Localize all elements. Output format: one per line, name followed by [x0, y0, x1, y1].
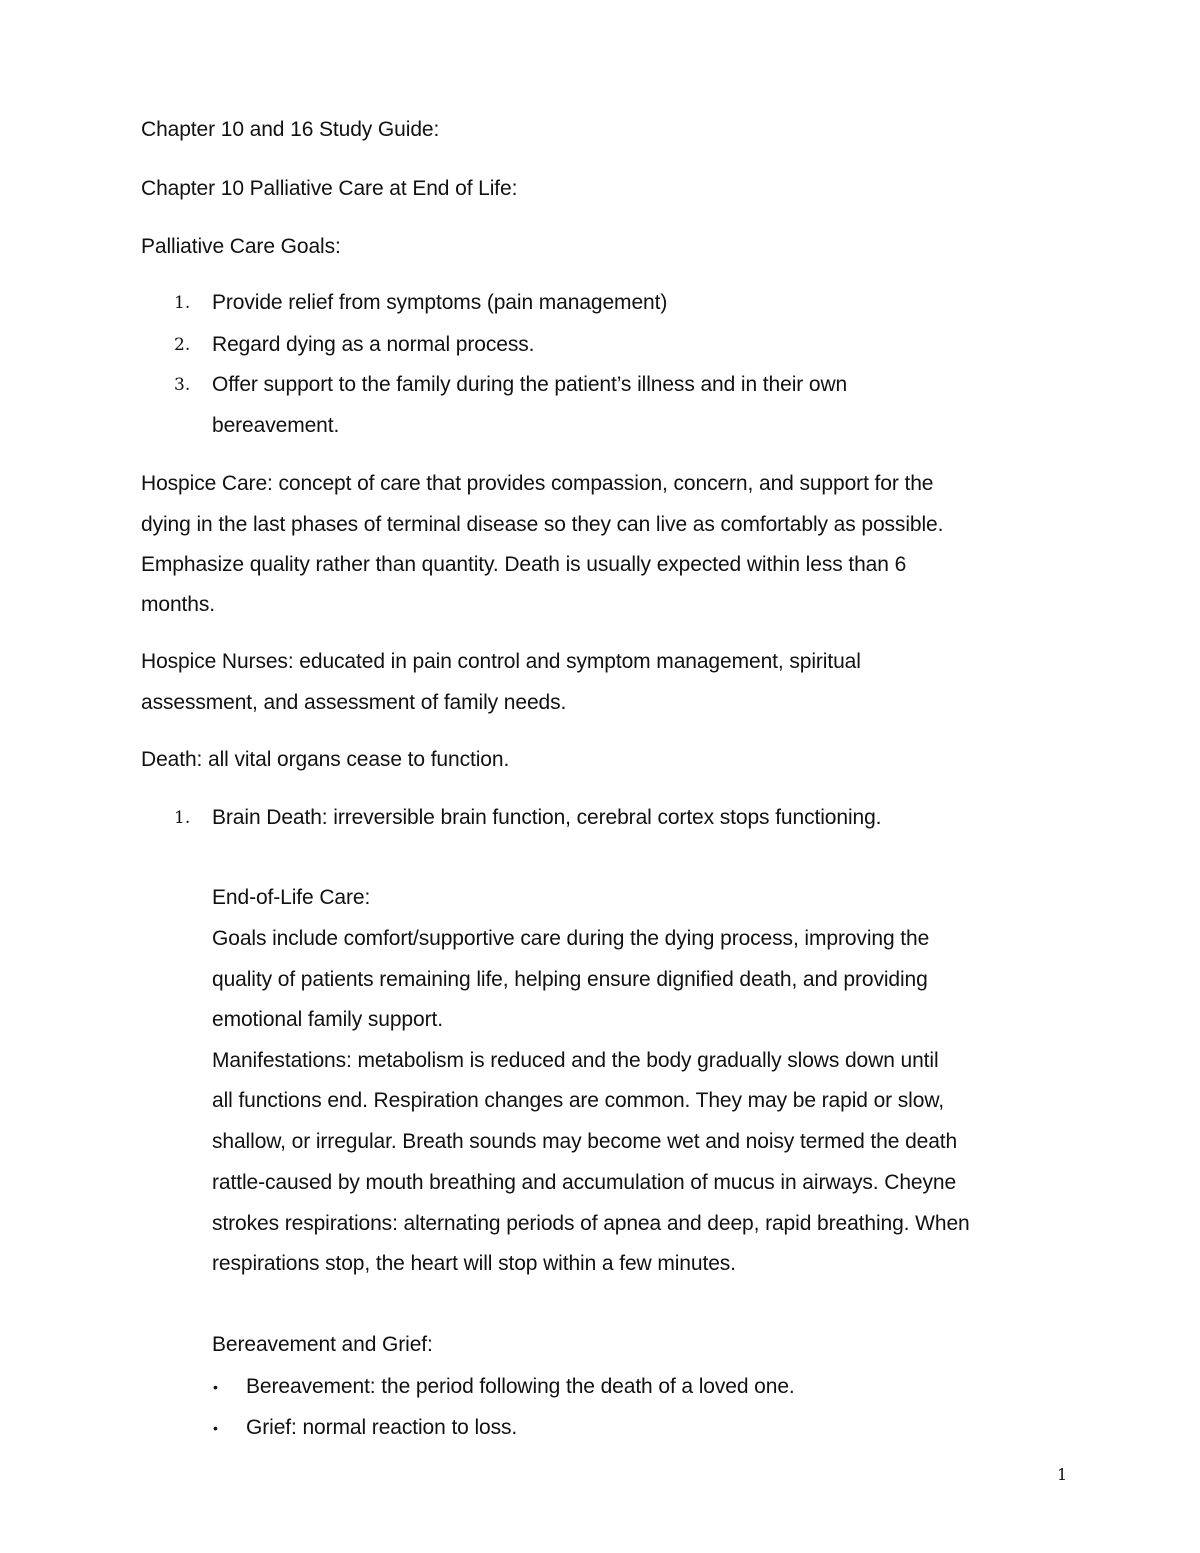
goals-heading: Palliative Care Goals:	[141, 235, 341, 258]
hospice-care-line: Emphasize quality rather than quantity. Death is usually expected within less than 6	[141, 553, 907, 576]
manifestations-line: rattle-caused by mouth breathing and accumulation of mucus in airways. Cheyne	[212, 1171, 957, 1194]
bereavement-heading: Bereavement and Grief:	[212, 1333, 433, 1356]
bullet-marker: •	[213, 1379, 218, 1395]
manifestations-line: Manifestations: metabolism is reduced and the body gradually slows down until	[212, 1049, 939, 1072]
eol-goals-line: quality of patients remaining life, helping ensure dignified death, and providing	[212, 968, 928, 991]
goal-text: Provide relief from symptoms (pain management)	[212, 291, 668, 314]
bullet-marker: •	[213, 1420, 218, 1436]
chapter-heading: Chapter 10 Palliative Care at End of Life:	[141, 177, 518, 200]
goal-number: 2.	[174, 335, 191, 355]
bereavement-bullet-text: Grief: normal reaction to loss.	[246, 1416, 518, 1439]
page-number: 1	[1057, 1465, 1068, 1484]
goal-text: Regard dying as a normal process.	[212, 333, 535, 356]
eol-goals-line: emotional family support.	[212, 1008, 443, 1031]
hospice-care-line: months.	[141, 593, 215, 616]
death-definition: Death: all vital organs cease to function.	[141, 748, 510, 771]
death-item-text: Brain Death: irreversible brain function, cerebral cortex stops functioning.	[212, 806, 882, 829]
hospice-care-line: Hospice Care: concept of care that provides compassion, concern, and support for the	[141, 472, 934, 495]
eol-heading: End-of-Life Care:	[212, 886, 371, 909]
manifestations-line: all functions end. Respiration changes are common. They may be rapid or slow,	[212, 1089, 944, 1112]
goal-number: 3.	[174, 375, 191, 395]
manifestations-line: strokes respirations: alternating periods of apnea and deep, rapid breathing. When	[212, 1212, 970, 1235]
manifestations-line: respirations stop, the heart will stop within a few minutes.	[212, 1252, 736, 1275]
hospice-nurses-line: Hospice Nurses: educated in pain control and symptom management, spiritual	[141, 650, 861, 673]
goal-text: Offer support to the family during the patient’s illness and in their own	[212, 373, 848, 396]
hospice-care-line: dying in the last phases of terminal disease so they can live as comfortably as possible.	[141, 513, 944, 536]
goal-number: 1.	[174, 293, 191, 313]
death-item-number: 1.	[174, 808, 191, 828]
eol-goals-line: Goals include comfort/supportive care during the dying process, improving the	[212, 927, 930, 950]
manifestations-line: shallow, or irregular. Breath sounds may become wet and noisy termed the death	[212, 1130, 958, 1153]
bereavement-bullet-text: Bereavement: the period following the death of a loved one.	[246, 1375, 795, 1398]
document-title: Chapter 10 and 16 Study Guide:	[141, 118, 440, 141]
goal-text: bereavement.	[212, 414, 340, 437]
hospice-nurses-line: assessment, and assessment of family needs.	[141, 691, 567, 714]
